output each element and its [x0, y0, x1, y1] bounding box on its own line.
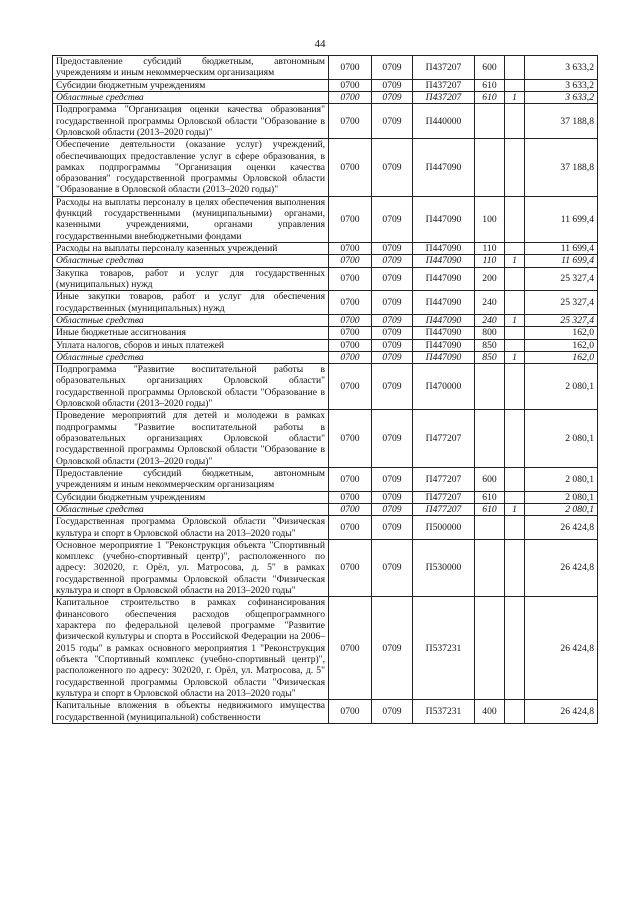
subsection-code-cell: 0709	[372, 410, 413, 468]
subsection-code-cell: 0709	[372, 597, 413, 700]
funding-source-cell	[505, 410, 525, 468]
subsection-code-cell: 0709	[372, 255, 413, 267]
funding-source-cell: 1	[505, 351, 525, 363]
funding-source-cell	[505, 104, 525, 139]
subsection-code-cell: 0709	[372, 700, 413, 724]
table-row	[53, 503, 598, 515]
expense-type-cell: 100	[475, 196, 505, 242]
expense-type-cell: 800	[475, 327, 505, 339]
expense-type-cell	[475, 139, 505, 197]
row-name-cell: Государственная программа Орловской области "Физическая культура и спорт в Орловской области на 2013–2020 годы"	[53, 516, 329, 540]
table-body	[53, 56, 598, 724]
row-name-cell: Субсидии бюджетным учреждениям	[53, 491, 329, 503]
funding-source-cell	[505, 364, 525, 410]
amount-cell: 26 424,8	[525, 516, 598, 540]
page-number: 44	[314, 38, 326, 50]
target-article-cell: П447090	[413, 267, 475, 291]
subsection-code-cell: 0709	[372, 291, 413, 315]
table-row	[53, 364, 598, 410]
amount-cell: 2 080,1	[525, 467, 598, 491]
target-article-cell: П447090	[413, 339, 475, 351]
expense-type-cell: 610	[475, 491, 505, 503]
target-article-cell: П447090	[413, 351, 475, 363]
section-code-cell: 0700	[329, 91, 372, 103]
row-name-cell: Предоставление субсидий бюджетным, автономным учреждениям и иным некоммерческим организациям	[53, 467, 329, 491]
funding-source-cell	[505, 597, 525, 700]
section-code-cell: 0700	[329, 503, 372, 515]
funding-source-cell	[505, 267, 525, 291]
table-row	[53, 516, 598, 540]
target-article-cell: П477207	[413, 491, 475, 503]
expense-type-cell	[475, 410, 505, 468]
funding-source-cell	[505, 56, 525, 80]
row-name-cell: Закупка товаров, работ и услуг для государственных (муниципальных) нужд	[53, 267, 329, 291]
row-name-cell: Субсидии бюджетным учреждениям	[53, 79, 329, 91]
expense-type-cell: 850	[475, 339, 505, 351]
expense-type-cell: 850	[475, 351, 505, 363]
target-article-cell: П477207	[413, 467, 475, 491]
subsection-code-cell: 0709	[372, 339, 413, 351]
section-code-cell: 0700	[329, 255, 372, 267]
amount-cell: 3 633,2	[525, 56, 598, 80]
expense-type-cell: 600	[475, 56, 505, 80]
table-row	[53, 327, 598, 339]
target-article-cell: П437207	[413, 91, 475, 103]
target-article-cell: П530000	[413, 539, 475, 597]
section-code-cell: 0700	[329, 327, 372, 339]
amount-cell: 162,0	[525, 351, 598, 363]
row-name-cell: Капитальное строительство в рамках софинансирования финансового обеспечения расходов общепрограммного характера по федеральной целевой программе "Развитие физической культуры и спорта в Российской Федерации на 2006–2015 годы" в рамках основного мероприятия 1 "Реконструкция объекта "Спортивный комплекс (учебно-спортивный центр)", расположенного по адресу: 302020, г. Орёл, ул. Матросова, д. 5" государственной программы Орловской области "Физическая культура и спорт в Орловской области на 2013–2020 годы"	[53, 597, 329, 700]
table-row	[53, 491, 598, 503]
funding-source-cell	[505, 139, 525, 197]
funding-source-cell	[505, 291, 525, 315]
row-name-cell: Областные средства	[53, 91, 329, 103]
section-code-cell: 0700	[329, 491, 372, 503]
section-code-cell: 0700	[329, 139, 372, 197]
table-row	[53, 243, 598, 255]
row-name-cell: Предоставление субсидий бюджетным, автономным учреждениям и иным некоммерческим организациям	[53, 56, 329, 80]
funding-source-cell	[505, 539, 525, 597]
row-name-cell: Уплата налогов, сборов и иных платежей	[53, 339, 329, 351]
target-article-cell: П447090	[413, 291, 475, 315]
expense-type-cell: 600	[475, 467, 505, 491]
section-code-cell: 0700	[329, 700, 372, 724]
table-row	[53, 255, 598, 267]
row-name-cell: Проведение мероприятий для детей и молодежи в рамках подпрограммы "Развитие воспитательной работы в образовательных организациях Орловской области" государственной программы Орловской области "Образование в Орловской области (2013–2020 годы)"	[53, 410, 329, 468]
section-code-cell: 0700	[329, 56, 372, 80]
expense-type-cell	[475, 539, 505, 597]
expense-type-cell	[475, 364, 505, 410]
amount-cell: 37 188,8	[525, 139, 598, 197]
expense-type-cell: 200	[475, 267, 505, 291]
subsection-code-cell: 0709	[372, 327, 413, 339]
expense-type-cell: 110	[475, 243, 505, 255]
table-row	[53, 339, 598, 351]
funding-source-cell	[505, 79, 525, 91]
row-name-cell: Подпрограмма "Развитие воспитательной работы в образовательных организациях Орловской области" государственной программы Орловской области "Образование в Орловской области (2013–2020 годы)"	[53, 364, 329, 410]
funding-source-cell	[505, 327, 525, 339]
expense-type-cell	[475, 597, 505, 700]
target-article-cell: П447090	[413, 243, 475, 255]
amount-cell: 3 633,2	[525, 79, 598, 91]
target-article-cell: П447090	[413, 255, 475, 267]
subsection-code-cell: 0709	[372, 91, 413, 103]
amount-cell: 25 327,4	[525, 291, 598, 315]
table-row	[53, 56, 598, 80]
subsection-code-cell: 0709	[372, 79, 413, 91]
row-name-cell: Расходы на выплаты персоналу казенных учреждений	[53, 243, 329, 255]
table-row	[53, 291, 598, 315]
row-name-cell: Обеспечение деятельности (оказание услуг) учреждений, обеспечивающих предоставление услуг в сфере образования, в рамках подпрограммы "Организация оценки качества образования" государственной программы Орловской области "Образование в Орловской области (2013–2020 годы)"	[53, 139, 329, 197]
subsection-code-cell: 0709	[372, 243, 413, 255]
table-row	[53, 104, 598, 139]
amount-cell: 25 327,4	[525, 267, 598, 291]
amount-cell: 11 699,4	[525, 255, 598, 267]
amount-cell: 26 424,8	[525, 700, 598, 724]
expense-type-cell: 400	[475, 700, 505, 724]
subsection-code-cell: 0709	[372, 314, 413, 326]
subsection-code-cell: 0709	[372, 364, 413, 410]
table-row	[53, 91, 598, 103]
target-article-cell: П447090	[413, 196, 475, 242]
section-code-cell: 0700	[329, 467, 372, 491]
amount-cell: 162,0	[525, 327, 598, 339]
funding-source-cell	[505, 467, 525, 491]
target-article-cell: П537231	[413, 700, 475, 724]
amount-cell: 2 080,1	[525, 364, 598, 410]
table-row	[53, 700, 598, 724]
section-code-cell: 0700	[329, 104, 372, 139]
expense-type-cell: 110	[475, 255, 505, 267]
subsection-code-cell: 0709	[372, 516, 413, 540]
section-code-cell: 0700	[329, 79, 372, 91]
target-article-cell: П537231	[413, 597, 475, 700]
table-row	[53, 597, 598, 700]
subsection-code-cell: 0709	[372, 467, 413, 491]
target-article-cell: П437207	[413, 79, 475, 91]
row-name-cell: Расходы на выплаты персоналу в целях обеспечения выполнения функций государственными (муниципальными) органами, казенными учреждениями, органами управления государственными внебюджетными фондами	[53, 196, 329, 242]
subsection-code-cell: 0709	[372, 351, 413, 363]
row-name-cell: Иные бюджетные ассигнования	[53, 327, 329, 339]
section-code-cell: 0700	[329, 351, 372, 363]
section-code-cell: 0700	[329, 243, 372, 255]
funding-source-cell	[505, 700, 525, 724]
expense-type-cell	[475, 516, 505, 540]
expense-type-cell: 610	[475, 91, 505, 103]
amount-cell: 25 327,4	[525, 314, 598, 326]
row-name-cell: Основное мероприятие 1 "Реконструкция объекта "Спортивный комплекс (учебно-спортивный центр)", расположенного по адресу: 302020, г. Орёл, ул. Матросова, д. 5" в рамках государственной программы Орловской области "Физическая культура и спорт в Орловской области на 2013–2020 годы"	[53, 539, 329, 597]
funding-source-cell: 1	[505, 91, 525, 103]
subsection-code-cell: 0709	[372, 139, 413, 197]
section-code-cell: 0700	[329, 339, 372, 351]
row-name-cell: Областные средства	[53, 255, 329, 267]
subsection-code-cell: 0709	[372, 196, 413, 242]
section-code-cell: 0700	[329, 267, 372, 291]
row-name-cell: Областные средства	[53, 351, 329, 363]
amount-cell: 11 699,4	[525, 196, 598, 242]
table-row	[53, 351, 598, 363]
subsection-code-cell: 0709	[372, 491, 413, 503]
section-code-cell: 0700	[329, 410, 372, 468]
target-article-cell: П477207	[413, 410, 475, 468]
target-article-cell: П447090	[413, 314, 475, 326]
subsection-code-cell: 0709	[372, 503, 413, 515]
section-code-cell: 0700	[329, 291, 372, 315]
table-row	[53, 539, 598, 597]
amount-cell: 162,0	[525, 339, 598, 351]
section-code-cell: 0700	[329, 539, 372, 597]
table-row	[53, 410, 598, 468]
funding-source-cell	[505, 491, 525, 503]
subsection-code-cell: 0709	[372, 56, 413, 80]
expense-type-cell	[475, 104, 505, 139]
expense-type-cell: 610	[475, 503, 505, 515]
amount-cell: 26 424,8	[525, 539, 598, 597]
section-code-cell: 0700	[329, 196, 372, 242]
table-row	[53, 267, 598, 291]
target-article-cell: П437207	[413, 56, 475, 80]
funding-source-cell	[505, 196, 525, 242]
target-article-cell: П477207	[413, 503, 475, 515]
amount-cell: 37 188,8	[525, 104, 598, 139]
subsection-code-cell: 0709	[372, 104, 413, 139]
subsection-code-cell: 0709	[372, 267, 413, 291]
amount-cell: 2 080,1	[525, 491, 598, 503]
target-article-cell: П440000	[413, 104, 475, 139]
row-name-cell: Областные средства	[53, 503, 329, 515]
table-row	[53, 467, 598, 491]
funding-source-cell	[505, 516, 525, 540]
amount-cell: 2 080,1	[525, 503, 598, 515]
amount-cell: 3 633,2	[525, 91, 598, 103]
amount-cell: 26 424,8	[525, 597, 598, 700]
amount-cell: 11 699,4	[525, 243, 598, 255]
funding-source-cell	[505, 339, 525, 351]
amount-cell: 2 080,1	[525, 410, 598, 468]
row-name-cell: Иные закупки товаров, работ и услуг для обеспечения государственных (муниципальных) нужд	[53, 291, 329, 315]
target-article-cell: П500000	[413, 516, 475, 540]
section-code-cell: 0700	[329, 364, 372, 410]
budget-table	[52, 55, 598, 724]
table-row	[53, 314, 598, 326]
funding-source-cell: 1	[505, 255, 525, 267]
expense-type-cell: 240	[475, 314, 505, 326]
row-name-cell: Областные средства	[53, 314, 329, 326]
table-row	[53, 79, 598, 91]
subsection-code-cell: 0709	[372, 539, 413, 597]
section-code-cell: 0700	[329, 314, 372, 326]
expense-type-cell: 610	[475, 79, 505, 91]
expense-type-cell: 240	[475, 291, 505, 315]
row-name-cell: Подпрограмма "Организация оценки качества образования" государственной программы Орловской области "Образование в Орловской области (2013–2020 годы)"	[53, 104, 329, 139]
section-code-cell: 0700	[329, 597, 372, 700]
funding-source-cell	[505, 243, 525, 255]
table-row	[53, 139, 598, 197]
section-code-cell: 0700	[329, 516, 372, 540]
table-row	[53, 196, 598, 242]
funding-source-cell: 1	[505, 503, 525, 515]
funding-source-cell: 1	[505, 314, 525, 326]
target-article-cell: П447090	[413, 139, 475, 197]
target-article-cell: П447090	[413, 327, 475, 339]
row-name-cell: Капитальные вложения в объекты недвижимого имущества государственной (муниципальной) собственности	[53, 700, 329, 724]
target-article-cell: П470000	[413, 364, 475, 410]
